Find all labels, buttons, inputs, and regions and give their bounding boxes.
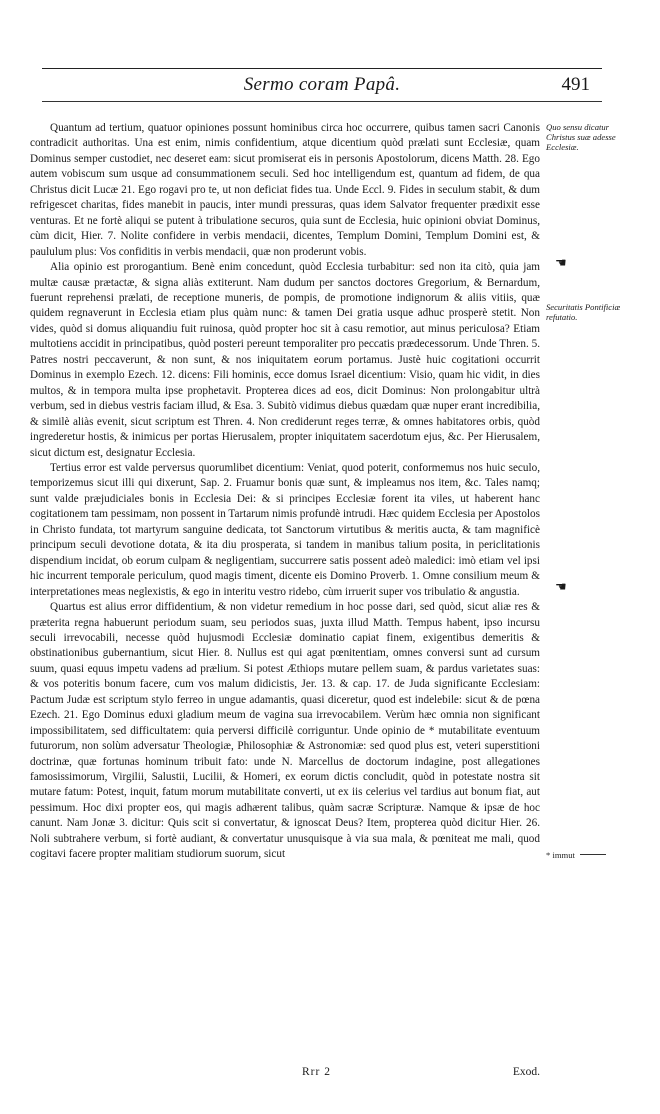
page-header (42, 72, 602, 102)
margin-dash (580, 854, 606, 855)
margin-note-securitatis: Securitatis Pontificiæ refutatio. (546, 302, 621, 322)
paragraph-4: Quartus est alius error diffidentium, & non videtur remedium in hoc posse dari, sed quòd, sicut aliæ res & præterita regna habuerunt periodum suam, seu periodos suas, juxta illud Matth. Tempus habent, ipso incursu seculi irrevocabili, necesse quòd hujusmodi Ecclesiæ dominatio capiat finem, exigentibus demeritis & obstinationibus gubernantium, sicut Hier. 8. Nullus est qui agat pœnitentiam, omnes conversi sunt ad cursum suum, quasi equus impetu vadens ad prælium. Si potest Æthiops mutare pellem suam, & pardus varietates suas: & vos poteritis bonum facere, cum vos malum didicistis, Jer. 13. & cap. 17. de Juda significante Ecclesiam: Pactum Judæ est scriptum stylo ferreo in ungue adamantis, quasi diceretur, quod est indelebile: sicut & de pœna Ezech. 21. Ego Dominus eduxi gladium meum de vagina sua irrevocabilem. Verùm hæc omnia non significant impossibilitatem, sed difficultatem: quia perversi difficilè corriguntur. Unde opinio de * mutabilitate eventuum futurorum, non solùm adversatur Theologiæ, Philosophiæ & Astronomiæ: sed quod plus est, veteri superstitioni doctrinæ, quæ fortunas hominum tribuit fato: unde N. Marcellus de doctorum indagine, post allegationes famosissimorum, Virgilii, Salustii, Lucilii, & Homeri, ex eorum dictis concludit, quòd in potestate nostra sit mutare fatum: Potest, inquit, fatum morum mutabilitate converti, ut ex iis celerius vel tardius aut bonum fiat, aut pessimum. Hoc dixi propter eos, qui magis adhærent talibus, quàm sacræ Scripturæ. Namque & ipsæ de hoc canunt. Nam Jonæ 3. dicitur: Quis scit si convertatur, & ignoscat Deus? Item, propterea quòd dicitur Hier. 26. Noli subtrahere verbum, si fortè audiant, & convertatur unusquisque à via sua mala, & pœniteat me mali, quod cogitavi facere propter malitiam studiorum suorum, sicut (30, 601, 540, 861)
margin-note-immut: * immut (546, 850, 575, 860)
page-number: 491 (561, 74, 590, 95)
top-rule (42, 68, 602, 69)
page-footer (30, 1066, 540, 1082)
paragraph-1: Quantum ad tertium, quatuor opiniones possunt hominibus circa hoc occurrere, quibus tamen sacri Canonis contradicit authoritas. Una est enim, nimis confidentium, atque dicentium quòd prælati sunt Ecclesiæ, quam Dominus semper custodiet, nec deseret eam: sicut promiserat eis in personis Apostolorum, dicens Matth. 28. Ego autem vobiscum sum usque ad consummationem seculi. Sed hoc intelligendum est, quantum ad fidem, de qua Christus dicit Lucæ 21. Ego rogavi pro te, ut non deficiat fides tua. Unde Eccl. 9. Fides in seculum stabit, & dum refrigescet charitas, fides manebit in paucis, inter mundi pressuras, quas idem Salvator frequenter prædixit esse venturas. Et ne fortè aliqui se putent à tribulatione securos, quia sunt de Ecclesia, huic opinioni obviat Dominus, cùm dicit, Hier. 7. Nolite confidere in verbis mendacii, dicentes, Templum Domini, Templum Domini est, & paululum plus: Vos confiditis in verbis mendacii, quæ non proderunt vobis. (30, 122, 540, 258)
header-rule (42, 101, 602, 102)
signature-mark: Rrr 2 (302, 1066, 331, 1078)
main-text (30, 121, 540, 863)
catchword: Exod. (512, 1066, 540, 1078)
paragraph-2: Alia opinio est prorogantium. Benè enim concedunt, quòd Ecclesia turbabitur: sed non ita citò, quia jam multæ causæ prætactæ, & signa aliàs extiterunt. Nam dudum per sanctos doctores Gregorium, & Bernardum, fuerunt reprehensi prælati, de receptione muneris, de pompis, de promotione indignorum & aliis vitiis, quæ quidem regnaverunt in Ecclesia etiam plus quàm nunc: & tamen Dei gratia usque adhuc prosperè stetit. Non vides, quòd si domus aliquandiu fuit ruinosa, quòd propter hoc sit à casu remotior, aut minus periculosa? Etiam multotiens accidit in principatibus, quòd posteri pereunt temporaliter pro peccatis prædecessorum. Unde Thren. 5. Patres nostri peccaverunt, & non sunt, & nos iniquitatem eorum portamus. Justè huic cogitationi occurrit Dominus in exemplo Ezech. 12. dicens: Fili hominis, ecce domus Israel dicentium: Visio, quam hic vidit, in dies multos, & in tempora multa ipse prophetavit. Propterea dices ad eos, dicit Dominus: Non prolongabitur ultrà verbum, sed in diebus vestris faciam illud, & Esa. 3. Subitò vidimus diebus quædam quæ nuper erant incredibilia, & similè aliàs evenit, sicut scriptum est Thren. 4. Non crediderunt reges terræ, & omnes habitatores orbis, quòd ingrederetur hostis, & inimicus per portas Hierusalem, propter iniquitatem sacerdotum ejus, &c. Per Hierusalem, sicut dictum est, designatur Ecclesia. (30, 261, 540, 459)
margin-note-christus: Quo sensu dicatur Christus suæ adesse Ecclesiæ. (546, 122, 616, 152)
pointing-hand-icon: ☚ (555, 579, 567, 594)
running-title: Sermo coram Papâ. (243, 74, 401, 95)
paragraph-3: Tertius error est valde perversus quorumlibet dicentium: Veniat, quod poterit, conformemus nos huic seculo, temporizemus sicut illi qui dixerunt, Sap. 2. Fruamur bonis quæ sunt, & impleamus nos item, &c. Tales namq; sunt valde præjudiciales bonis in Ecclesia Dei: & si principes Ecclesiæ forent ita viles, ut haberent hanc cogitationem tam pessimam, non possent in Tartarum nimis profundè intrudi. Hæc quidem Ecclesia per Apostolos in Christo fundata, tot martyrum sanguine dedicata, tot Sanctorum virtutibus & meritis aucta, & tam magnificè principum seculi devotione dotata, & ita diu prosperata, si tandem in manibus talium posita, in periclitationis dispendium incidat, ob eorum culpam & negligentiam, succurrere satis possent adeò maledici: imò etiam vel ipsi hic incurrent temporale periculum, quod magis timent, dicente eis Domino Proverb. 1. Omne consilium meum & interpretationes meas neglexistis, & ego in interitu vestro ridebo, cùm irruerit super vos tribulatio & angustia. (30, 461, 540, 598)
pointing-hand-icon: ☚ (555, 255, 567, 270)
